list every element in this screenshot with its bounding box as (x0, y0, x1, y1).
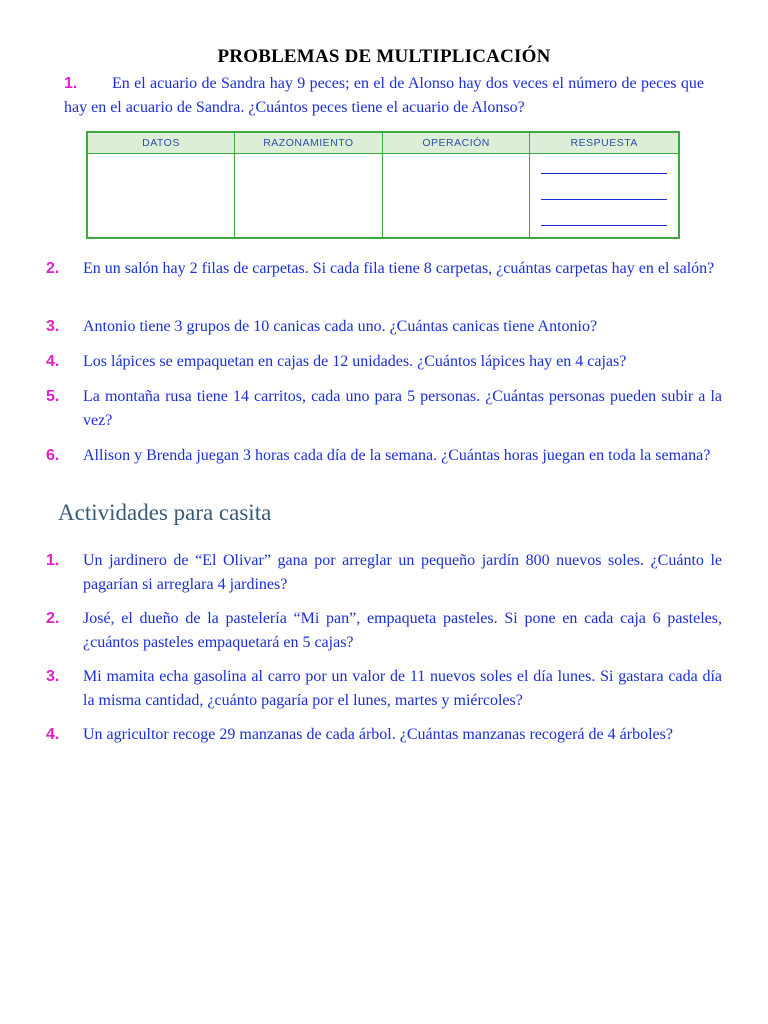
problem-number: 3. (46, 318, 60, 335)
page-title: PROBLEMAS DE MULTIPLICACIÓN (217, 46, 551, 67)
problem-text: Un agricultor recoge 29 manzanas de cada árbol. ¿Cuántas manzanas recogerá de 4 árboles? (83, 726, 673, 743)
problem-6 (46, 444, 722, 468)
problem-1 (64, 72, 704, 120)
answer-table (86, 131, 680, 239)
problem-number: 4. (46, 353, 60, 370)
homework-4 (46, 723, 722, 747)
problem-text: Antonio tiene 3 grupos de 10 canicas cada uno. ¿Cuántas canicas tiene Antonio? (83, 318, 598, 335)
problem-number: 3. (46, 668, 60, 685)
problem-number: 1. (64, 75, 78, 92)
table-header-respuesta: RESPUESTA (530, 132, 679, 154)
homework-heading: Actividades para casita (58, 500, 272, 525)
table-header-razonamiento: RAZONAMIENTO (234, 132, 382, 154)
answer-line (541, 223, 667, 226)
problem-5 (46, 385, 722, 433)
homework-3 (46, 665, 722, 713)
problem-4 (46, 350, 722, 374)
problem-text: La montaña rusa tiene 14 carritos, cada uno para 5 personas. ¿Cuántas personas pueden subir a la vez? (83, 388, 722, 429)
homework-1 (46, 549, 722, 597)
answer-line (541, 197, 667, 200)
respuesta-cell[interactable] (530, 154, 679, 239)
table-header-datos: DATOS (87, 132, 234, 154)
problem-text: Allison y Brenda juegan 3 horas cada día de la semana. ¿Cuántas horas juegan en toda la semana? (83, 447, 711, 464)
problem-number: 2. (46, 610, 60, 627)
homework-2 (46, 607, 722, 655)
razonamiento-cell[interactable] (234, 154, 382, 239)
problem-2 (46, 257, 722, 281)
problem-text: En un salón hay 2 filas de carpetas. Si cada fila tiene 8 carpetas, ¿cuántas carpetas hay en el salón? (83, 260, 715, 277)
problem-number: 2. (46, 260, 60, 277)
problem-text: José, el dueño de la pastelería “Mi pan”, empaqueta pasteles. Si pone en cada caja 6 pasteles, ¿cuántos pasteles empaquetará en 5 cajas? (83, 610, 722, 651)
problem-number: 1. (46, 552, 60, 569)
problem-text: Un jardinero de “El Olivar” gana por arreglar un pequeño jardín 800 nuevos soles. ¿Cuánto le pagarían si arreglara 4 jardines? (83, 552, 722, 593)
problem-number: 4. (46, 726, 60, 743)
problem-number: 5. (46, 388, 60, 405)
datos-cell[interactable] (87, 154, 234, 239)
operacion-cell[interactable] (382, 154, 530, 239)
answer-line (541, 171, 667, 174)
problem-text: Los lápices se empaquetan en cajas de 12 unidades. ¿Cuántos lápices hay en 4 cajas? (83, 353, 627, 370)
problem-number: 6. (46, 447, 60, 464)
table-header-operacion: OPERACIÓN (382, 132, 530, 154)
problem-3 (46, 315, 722, 339)
problem-text: Mi mamita echa gasolina al carro por un valor de 11 nuevos soles el día lunes. Si gastara cada día la misma cantidad, ¿cuánto pagaría por el lunes, martes y miércoles? (83, 668, 722, 709)
problem-text: En el acuario de Sandra hay 9 peces; en el de Alonso hay dos veces el número de peces que hay en el acuario de Sandra. ¿Cuántos peces tiene el acuario de Alonso? (64, 75, 704, 116)
